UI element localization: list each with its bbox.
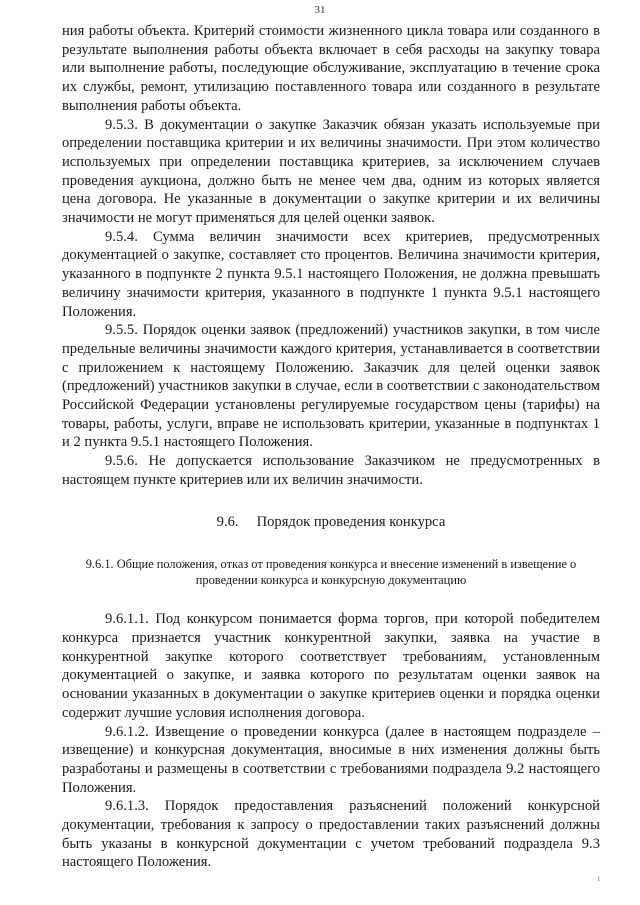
subsection-title: Общие положения, отказ от проведения конкурса и внесение изменений в извещение о проведении конкурса и конкурсную документацию xyxy=(116,557,577,588)
subsection-number: 9.6.1. xyxy=(85,557,114,572)
paragraph-9-6-1-1: 9.6.1.1. Под конкурсом понимается форма торгов, при которой победителем конкурса признается участник конкурентной закупки, заявка на участие в конкурентной закупке которого соответствует требованиям, установленным документацией о закупке, и заявка которого по результатам оценки заявок на основании указанных в документации о закупке критериев оценки и порядка оценки содержит лучшие условия исполнения договора. xyxy=(62,611,600,721)
spacer xyxy=(62,588,600,610)
section-title: Порядок проведения конкурса xyxy=(256,513,446,530)
subsection-heading xyxy=(68,556,594,588)
paragraph: ния работы объекта. Критерий стоимости жизненного цикла товара или созданного в результате выполнения работы объекта включает в себя расходы на закупку товара или выполнение работы, последующие обслуживание, эксплуатацию в течение срока их службы, ремонт, утилизацию поставленного товара или созданного в результате выполнения работы объекта. xyxy=(62,23,600,114)
page-number: 31 xyxy=(314,4,326,16)
paragraph-9-6-1-2: 9.6.1.2. Извещение о проведении конкурса (далее в настоящем подразделе – извещение) и конкурсная документация, вносимые в них изменения должны быть разработаны и размещены в соответствии с требованиями подраздела 9.2 настоящего Положения. xyxy=(62,723,600,796)
section-number: 9.6. xyxy=(216,513,239,530)
section-heading xyxy=(62,513,600,532)
paragraph-9-6-1-3: 9.6.1.3. Порядок предоставления разъяснений положений конкурсной документации, требования к запросу о предоставлении таких разъяснений должны быть указаны в конкурсной документации с учетом требований подраздела 9.3 настоящего Положения. xyxy=(62,798,600,871)
scan-mark: ı xyxy=(597,873,600,883)
paragraph-9-5-5: 9.5.5. Порядок оценки заявок (предложений) участников закупки, в том числе предельные величины значимости каждого критерия, устанавливается в соответствии с приложением к настоящему Положению. Заказчик для целей оценки заявок (предложений) участников закупки в случае, если в соответствии с законодательством Российской Федерации установлены регулируемые государством цены (тарифы) на товары, работы, услуги, вправе не использовать критерии, указанные в подпунктах 1 и 2 пункта 9.5.1 настоящего Положения. xyxy=(62,322,600,451)
paragraph-9-5-4: 9.5.4. Сумма величин значимости всех критериев, предусмотренных документацией о закупке, составляет сто процентов. Величина значимости критерия, указанного в подпункте 2 пункта 9.5.1 настоящего Положения, не должна превышать величину значимости критерия, указанного в подпункте 1 пункта 9.5.1 настоящего Положения. xyxy=(62,228,600,320)
paragraph-9-5-6: 9.5.6. Не допускается использование Заказчиком не предусмотренных в настоящем пункте критериев или их величин значимости. xyxy=(62,453,600,488)
document-body xyxy=(62,22,600,872)
paragraph-9-5-3: 9.5.3. В документации о закупке Заказчик обязан указать используемые при определении поставщика критерии и их величины значимости. При этом количество используемых при определении поставщика критериев, за исключением случаев проведения аукциона, должно быть не менее чем два, одним из которых является цена договора. Не указанные в документации о закупке критерии и их величины значимости не могут применяться для целей оценки заявок. xyxy=(62,116,600,227)
